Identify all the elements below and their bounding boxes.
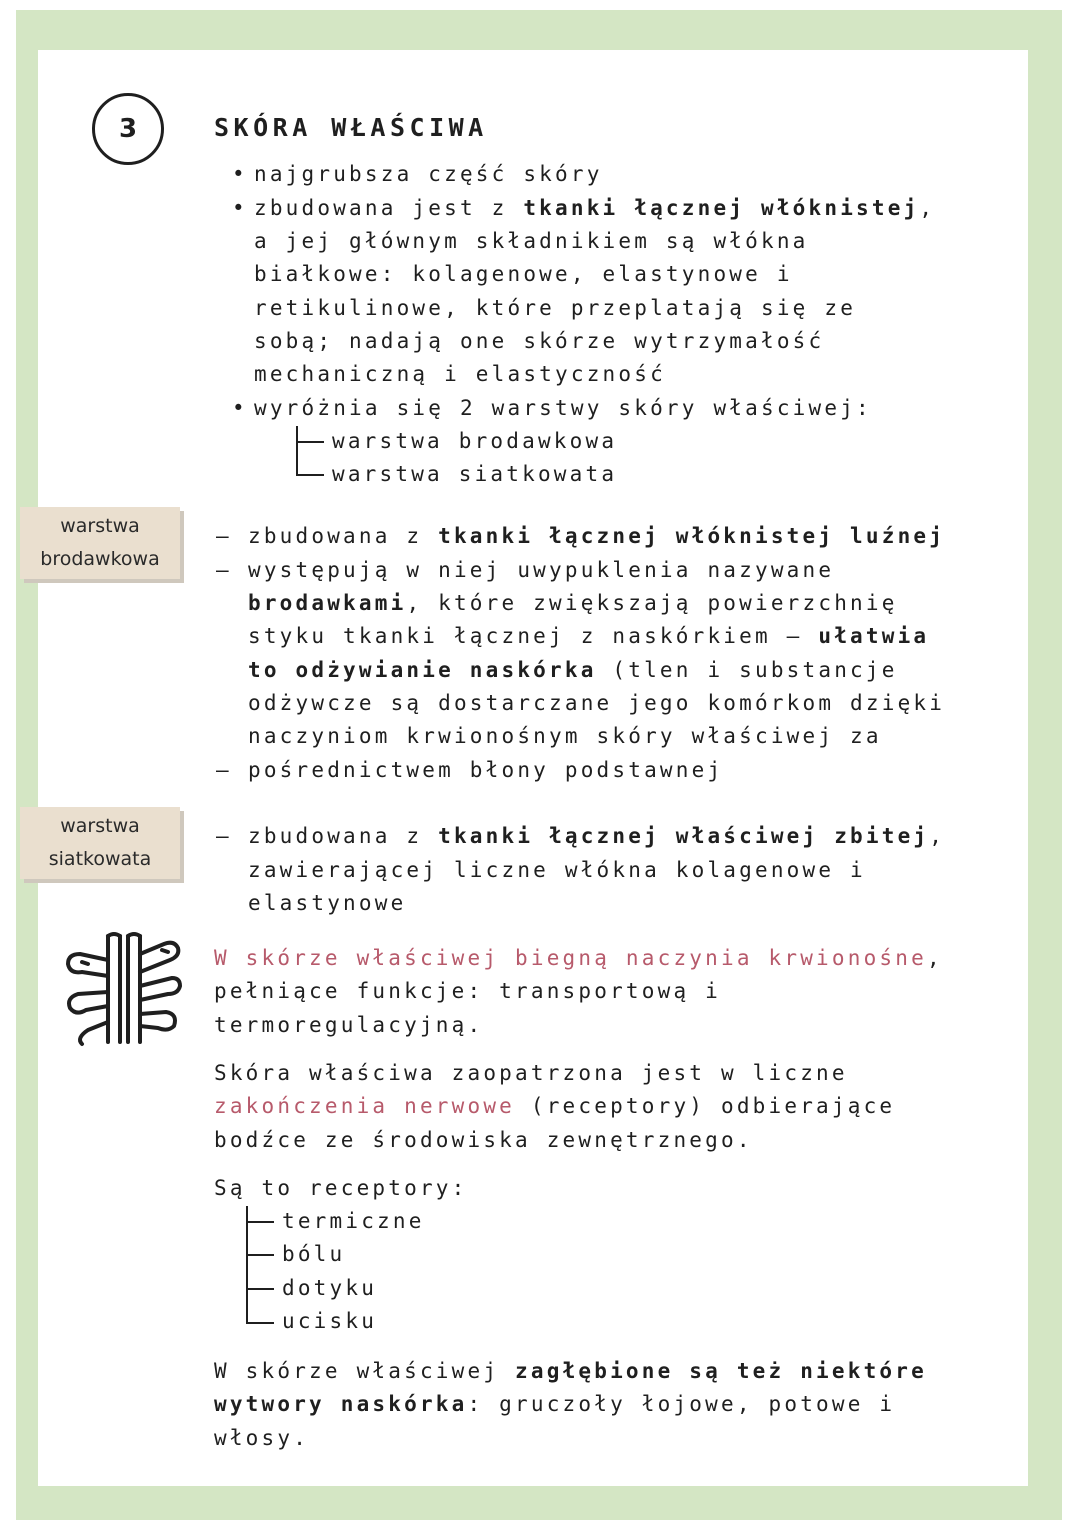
text: (tlen i substancje — [596, 658, 898, 682]
text: zbudowana z — [248, 824, 439, 848]
receptors-heading: Są to receptory: — [214, 1176, 468, 1200]
text: : gruczoły łojowe, potowe i — [467, 1392, 896, 1416]
text: , które zwiększają powierzchnię — [406, 591, 898, 615]
appendages-line-1 — [214, 1355, 927, 1388]
highlight-text: W skórze właściwej biegną naczynia krwionośne — [214, 946, 927, 970]
text: styku tkanki łącznej z naskórkiem – — [248, 624, 819, 648]
section-number-badge — [92, 93, 164, 165]
vessels-line-1 — [214, 942, 943, 975]
tree-branch — [296, 474, 324, 476]
layer-item: warstwa siatkowata — [332, 462, 618, 486]
vessels-line-2: pełniące funkcje: transportową i — [214, 979, 721, 1003]
brodawkowa-line-7: naczyniom krwionośnym skóry właściwej za — [248, 724, 882, 748]
siatkowata-line-2: zawierającej liczne włókna kolagenowe i — [248, 858, 866, 882]
tree-vertical — [246, 1206, 248, 1324]
intro-line: a jej głównym składnikiem są włókna — [254, 229, 809, 253]
tree-branch — [296, 441, 324, 443]
siatkowata-line-3: elastynowe — [248, 891, 407, 915]
dash-marker: – — [216, 758, 232, 782]
tree-branch — [246, 1221, 274, 1223]
intro-line: sobą; nadają one skórze wytrzymałość — [254, 329, 825, 353]
vessels-line-3: termoregulacyjną. — [214, 1013, 484, 1037]
tree-branch — [246, 1254, 274, 1256]
highlight-text: zakończenia nerwowe — [214, 1094, 516, 1118]
tag-line: siatkowata — [48, 848, 152, 870]
tag-warstwa-siatkowata — [20, 807, 180, 879]
appendages-line-2 — [214, 1388, 895, 1421]
appendages-line-3: włosy. — [214, 1426, 310, 1450]
tag-warstwa-brodawkowa — [20, 507, 180, 579]
dash-marker: – — [216, 558, 232, 582]
text: , — [919, 196, 936, 220]
tag-line: warstwa — [60, 815, 140, 837]
bold-text: tkanki łącznej włóknistej luźnej — [438, 524, 946, 548]
bold-text: brodawkami — [248, 591, 407, 615]
nerves-line-1: Skóra właściwa zaopatrzona jest w liczne — [214, 1061, 848, 1085]
layer-item: warstwa brodawkowa — [332, 429, 618, 453]
brodawkowa-line-5 — [248, 654, 898, 687]
tree-branch — [246, 1288, 274, 1290]
dash-marker: – — [216, 824, 232, 848]
dash-marker: – — [216, 524, 232, 548]
brodawkowa-line-1 — [248, 520, 945, 553]
tag-line: brodawkowa — [40, 548, 160, 570]
text: (receptory) odbierające — [515, 1094, 896, 1118]
nerves-line-2 — [214, 1090, 895, 1123]
bold-text: ułatwia — [818, 624, 930, 648]
text: zbudowana jest z — [254, 196, 524, 220]
tree-branch — [246, 1322, 274, 1324]
bold-text: to odżywianie naskórka — [248, 658, 597, 682]
brodawkowa-line-6: odżywcze są dostarczane jego komórkom dzięki — [248, 691, 946, 715]
receptor-item: dotyku — [282, 1276, 378, 1300]
section-number: 3 — [118, 114, 138, 144]
nerves-line-3: bodźce ze środowiska zewnętrznego. — [214, 1128, 753, 1152]
bold-text: tkanki łącznej włóknistej — [523, 196, 920, 220]
text: , — [926, 946, 943, 970]
intro-bullet-2 — [254, 192, 935, 225]
text: zbudowana z — [248, 524, 439, 548]
tag-line: warstwa — [60, 515, 140, 537]
brodawkowa-line-4 — [248, 620, 929, 653]
intro-line: białkowe: kolagenowe, elastynowe i — [254, 262, 793, 286]
brodawkowa-line-3 — [248, 587, 898, 620]
intro-line: mechaniczną i elastyczność — [254, 362, 666, 386]
siatkowata-line-1 — [248, 820, 945, 853]
tree-vertical — [296, 426, 298, 476]
receptor-item: termiczne — [282, 1209, 425, 1233]
brodawkowa-line-2: występują w niej uwypuklenia nazywane — [248, 558, 835, 582]
section-title: SKÓRA WŁAŚCIWA — [214, 113, 488, 142]
intro-bullet-3: • wyróżnia się 2 warstwy skóry właściwej: — [254, 392, 872, 425]
receptor-item: ucisku — [282, 1309, 378, 1333]
blood-vessels-icon — [62, 930, 186, 1048]
text: , — [929, 824, 946, 848]
bold-text: tkanki łącznej właściwej zbitej — [438, 824, 930, 848]
bold-text: zagłębione są też niektóre — [515, 1359, 927, 1383]
intro-bullet-1: • najgrubsza część skóry — [254, 158, 603, 191]
receptor-item: bólu — [282, 1242, 346, 1266]
intro-line: retikulinowe, które przeplatają się ze — [254, 296, 857, 320]
brodawkowa-line-8: pośrednictwem błony podstawnej — [248, 758, 724, 782]
text: W skórze właściwej — [214, 1359, 516, 1383]
bold-text: wytwory naskórka — [214, 1392, 468, 1416]
